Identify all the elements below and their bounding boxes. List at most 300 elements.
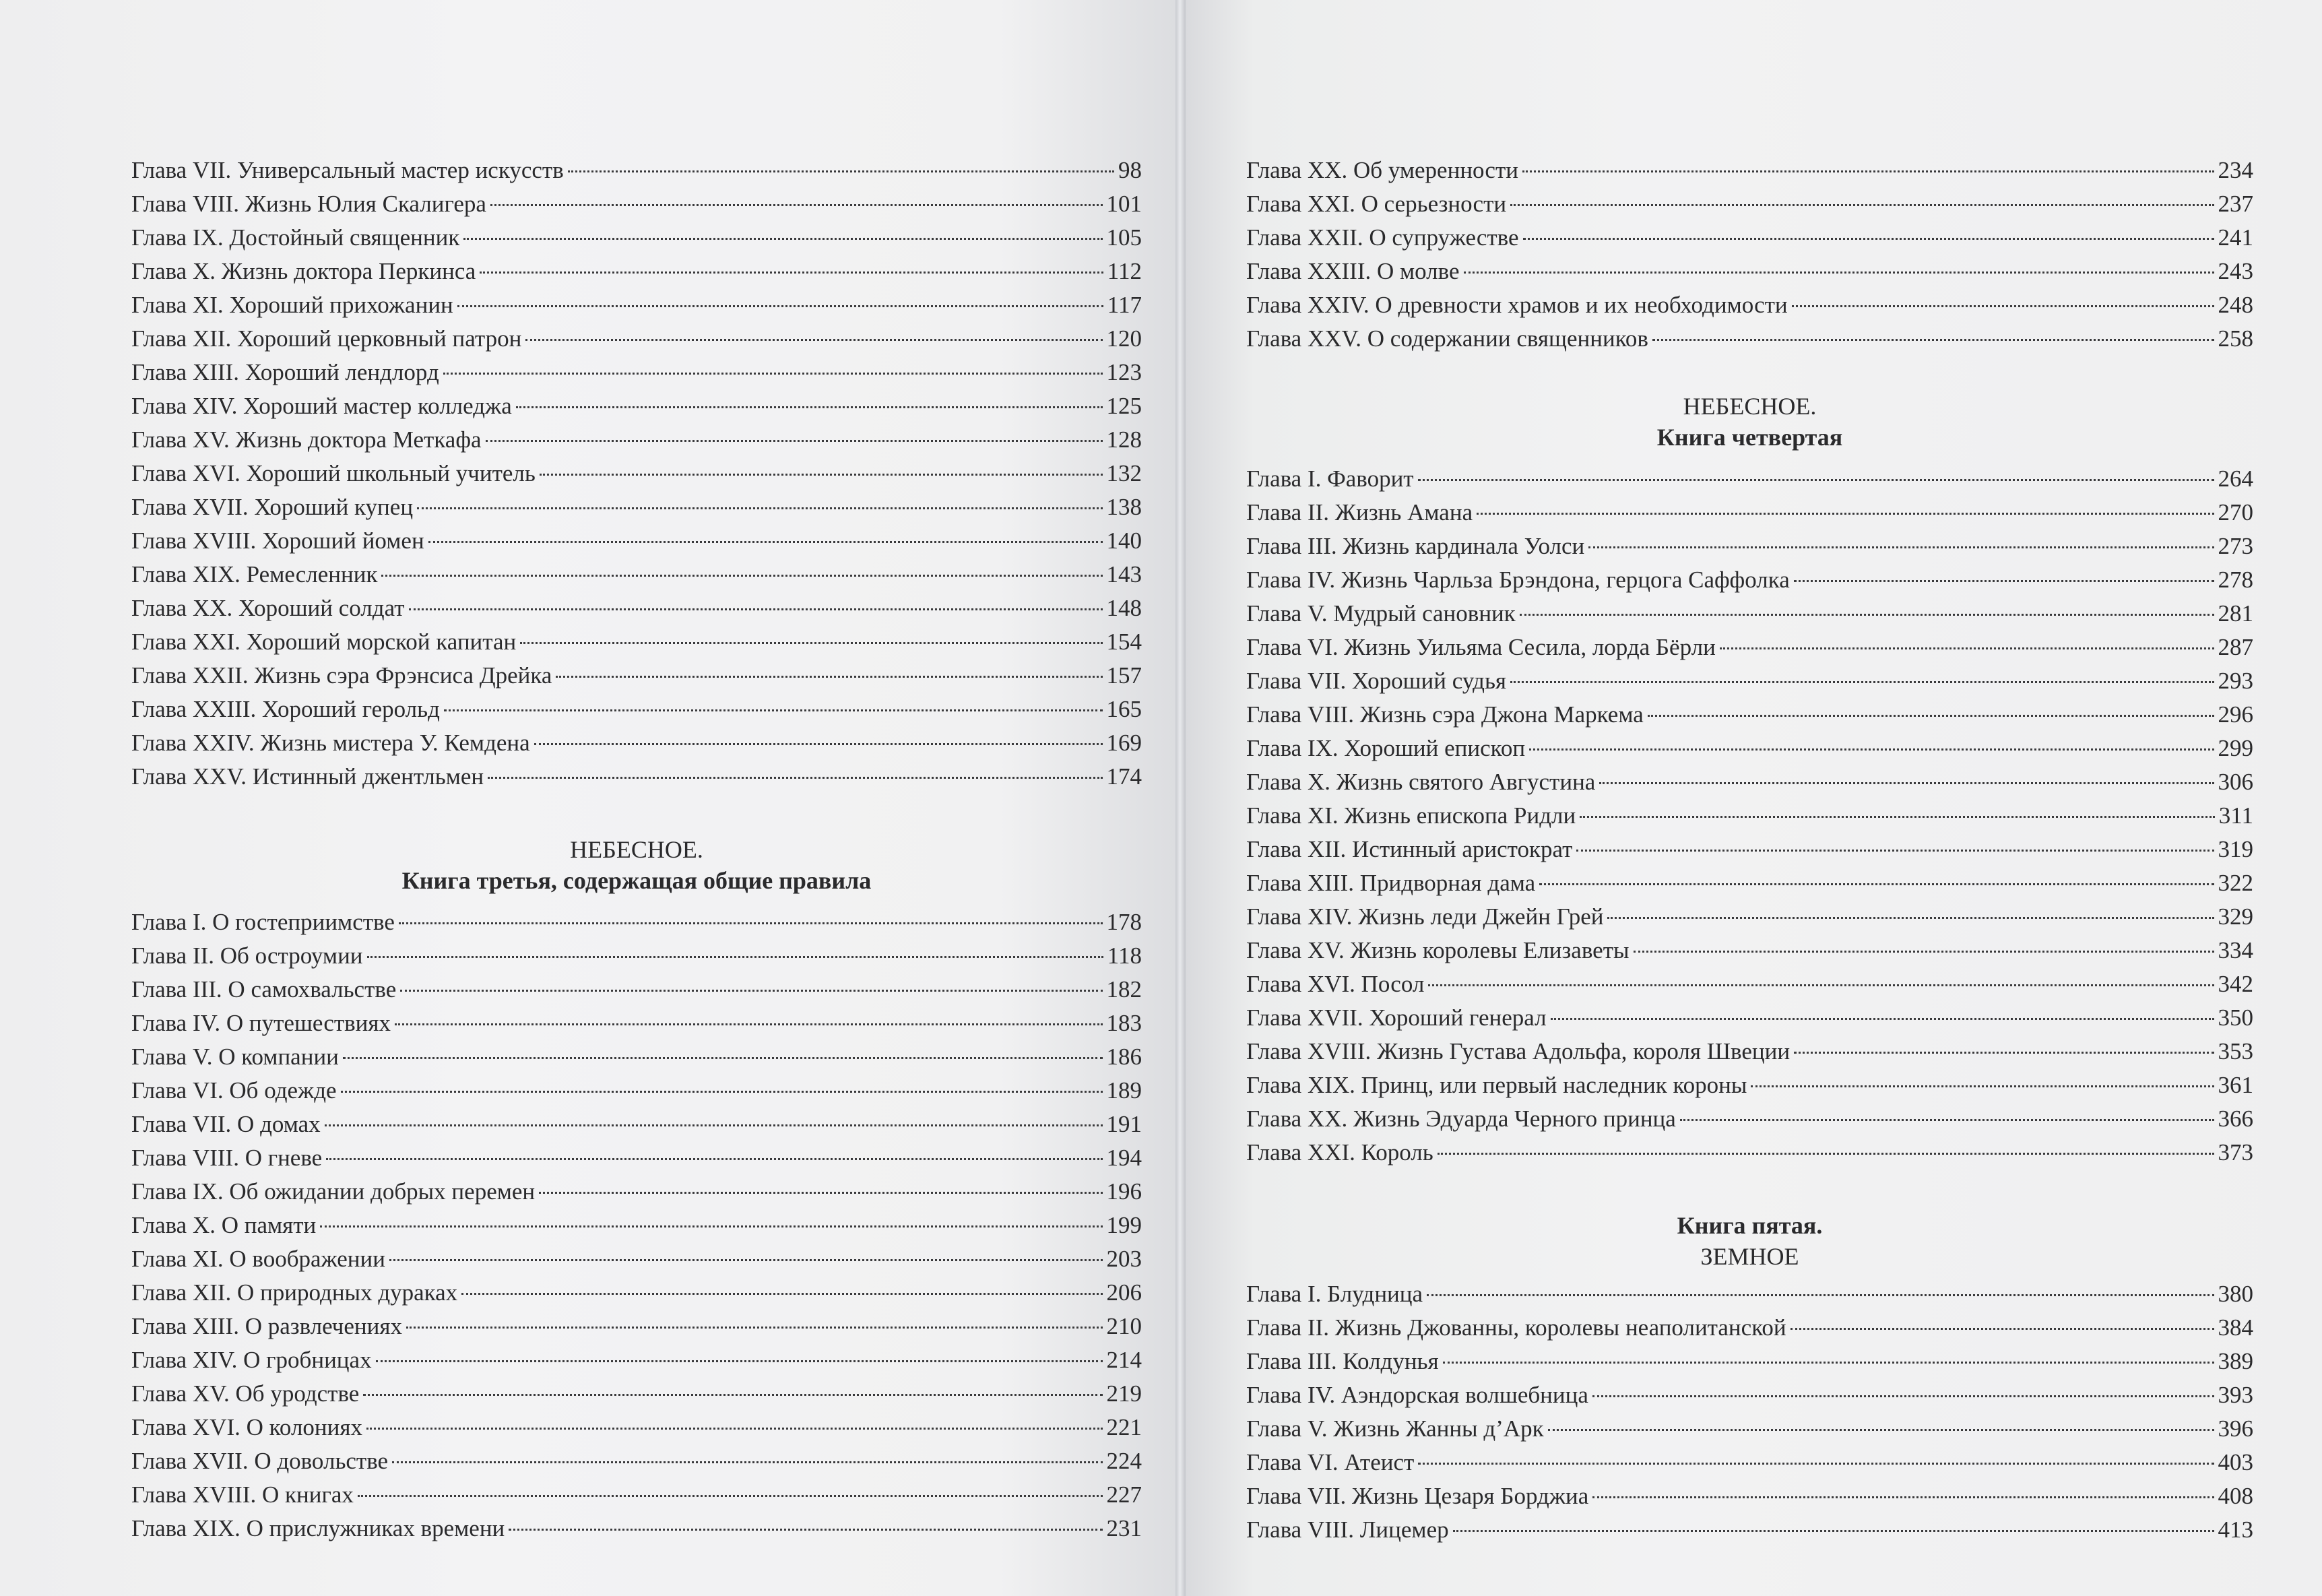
toc-leader-dots — [1592, 1374, 2214, 1398]
toc-leader-dots — [395, 1002, 1103, 1026]
toc-entry — [131, 558, 1142, 592]
toc-entry-page: 296 — [2218, 701, 2253, 728]
toc-entry-page: 224 — [1106, 1448, 1142, 1474]
toc-entry — [131, 1141, 1142, 1175]
toc-entry — [131, 154, 1142, 187]
toc-entry-page: 393 — [2218, 1382, 2253, 1408]
toc-leader-dots — [400, 969, 1102, 992]
toc-entry-page: 350 — [2218, 1004, 2253, 1031]
toc-entry-title: Глава XXV. О содержании священников — [1246, 325, 1648, 352]
toc-entry-title: Глава VII. О домах — [131, 1111, 321, 1137]
toc-entry — [131, 760, 1142, 794]
left-toc — [131, 154, 1142, 1545]
toc-entry-title: Глава VIII. Жизнь сэра Джона Маркема — [1246, 701, 1644, 728]
toc-leader-dots — [443, 352, 1103, 375]
toc-leader-dots — [1792, 284, 2214, 308]
toc-entry-page: 143 — [1106, 561, 1142, 587]
toc-entry — [131, 221, 1142, 255]
toc-entry — [1246, 221, 2253, 255]
toc-entry-title: Глава XVIII. О книгах — [131, 1481, 354, 1508]
left-entries-a — [131, 154, 1142, 794]
toc-entry — [131, 423, 1142, 457]
toc-entry-title: Глава I. Фаворит — [1246, 466, 1414, 492]
toc-leader-dots — [1720, 627, 2214, 650]
toc-entry-title: Глава XIII. О развлечениях — [131, 1313, 402, 1339]
toc-entry — [1246, 1136, 2253, 1170]
toc-leader-dots — [486, 419, 1103, 443]
toc-entry-title: Глава XI. О воображении — [131, 1246, 385, 1272]
toc-entry-page: 214 — [1106, 1347, 1142, 1373]
toc-leader-dots — [525, 318, 1102, 342]
toc-entry-title: Глава XI. Жизнь епископа Ридли — [1246, 802, 1576, 829]
toc-entry-title: Глава IX. Достойный священник — [131, 224, 460, 251]
toc-entry — [1246, 1345, 2253, 1378]
toc-entry-page: 361 — [2218, 1072, 2253, 1098]
toc-entry — [1246, 1035, 2253, 1068]
toc-entry-page: 189 — [1106, 1077, 1142, 1104]
toc-entry-title: Глава XII. О природных дураках — [131, 1279, 458, 1306]
toc-leader-dots — [343, 1036, 1103, 1060]
toc-entry-page: 237 — [2218, 191, 2253, 217]
toc-entry-title: Глава XXII. О супружестве — [1246, 224, 1519, 251]
toc-leader-dots — [326, 1137, 1102, 1161]
toc-leader-dots — [1453, 1509, 2214, 1533]
toc-entry-title: Глава V. О компании — [131, 1044, 339, 1070]
toc-entry-title: Глава VII. Жизнь Цезаря Борджиа — [1246, 1483, 1589, 1509]
toc-entry-title: Глава I. Блудница — [1246, 1281, 1423, 1307]
toc-entry-title: Глава XVII. О довольстве — [131, 1448, 389, 1474]
toc-entry-page: 243 — [2218, 258, 2253, 284]
toc-entry — [1246, 732, 2253, 765]
toc-entry — [131, 973, 1142, 1007]
toc-leader-dots — [509, 1508, 1102, 1531]
toc-entry-title: Глава XV. Об уродстве — [131, 1380, 360, 1407]
toc-entry — [131, 255, 1142, 288]
toc-entry — [131, 1310, 1142, 1343]
toc-leader-dots — [539, 1171, 1102, 1194]
toc-entry — [1246, 1513, 2253, 1547]
toc-leader-dots — [540, 453, 1103, 476]
toc-leader-dots — [1477, 492, 2214, 515]
book-title: Книга пятая. — [1677, 1212, 1823, 1239]
toc-leader-dots — [1680, 1098, 2214, 1122]
toc-entry-title: Глава XXII. Жизнь сэра Фрэнсиса Дрейка — [131, 662, 552, 689]
toc-entry — [131, 1276, 1142, 1310]
toc-leader-dots — [1634, 930, 2214, 953]
toc-entry-title: Глава XV. Жизнь доктора Меткафа — [131, 426, 482, 453]
toc-entry — [1246, 187, 2253, 221]
toc-entry-page: 248 — [2218, 292, 2253, 318]
toc-entry-page: 334 — [2218, 937, 2253, 963]
toc-entry-title: Глава VI. Об одежде — [131, 1077, 337, 1104]
toc-entry-page: 194 — [1106, 1145, 1142, 1171]
toc-entry — [131, 1377, 1142, 1411]
toc-entry-title: Глава XII. Истинный аристократ — [1246, 836, 1573, 862]
toc-leader-dots — [1510, 183, 2214, 207]
toc-entry-page: 98 — [1118, 157, 1142, 183]
toc-entry-title: Глава XVI. Посол — [1246, 971, 1425, 997]
toc-entry-page: 293 — [2218, 668, 2253, 694]
toc-leader-dots — [1751, 1064, 2214, 1088]
toc-entry-page: 203 — [1106, 1246, 1142, 1272]
toc-entry — [131, 1074, 1142, 1108]
toc-entry-title: Глава XVIII. Жизнь Густава Адольфа, короля Швеции — [1246, 1038, 1791, 1064]
toc-entry-page: 199 — [1106, 1212, 1142, 1238]
toc-leader-dots — [480, 251, 1103, 274]
toc-entry-title: Глава XXIII. Хороший герольд — [131, 696, 440, 722]
toc-entry-title: Глава XIX. Принц, или первый наследник короны — [1246, 1072, 1747, 1098]
toc-entry-title: Глава II. Жизнь Амана — [1246, 499, 1473, 525]
toc-leader-dots — [341, 1070, 1103, 1093]
toc-entry — [1246, 799, 2253, 833]
toc-leader-dots — [381, 554, 1102, 577]
toc-entry-title: Глава IV. Аэндорская волшебница — [1246, 1382, 1588, 1408]
toc-entry-page: 148 — [1106, 595, 1142, 621]
toc-leader-dots — [490, 183, 1103, 207]
toc-leader-dots — [376, 1339, 1103, 1363]
toc-entry-title: Глава III. Жизнь кардинала Уолси — [1246, 533, 1585, 559]
toc-entry-title: Глава XIV. Хороший мастер колледжа — [131, 393, 512, 419]
toc-leader-dots — [392, 1440, 1102, 1464]
section-heading: НЕБЕСНОЕ. — [570, 836, 703, 863]
right-entries-c — [1246, 1277, 2253, 1547]
toc-entry-title: Глава II. Жизнь Джованны, королевы неаполитанской — [1246, 1314, 1786, 1341]
toc-entry — [131, 1478, 1142, 1512]
toc-entry-title: Глава XV. Жизнь королевы Елизаветы — [1246, 937, 1630, 963]
toc-entry-title: Глава V. Мудрый сановник — [1246, 600, 1516, 627]
toc-entry — [131, 1108, 1142, 1141]
toc-entry — [131, 726, 1142, 760]
toc-entry-title: Глава XXI. Хороший морской капитан — [131, 629, 517, 655]
toc-entry-title: Глава I. О гостеприимстве — [131, 909, 395, 935]
toc-entry-page: 241 — [2218, 224, 2253, 251]
toc-entry — [1246, 1311, 2253, 1345]
toc-leader-dots — [463, 217, 1102, 241]
toc-entry-page: 182 — [1106, 976, 1142, 1002]
toc-leader-dots — [1791, 1307, 2214, 1331]
toc-leader-dots — [406, 1306, 1103, 1329]
toc-entry-page: 112 — [1107, 258, 1142, 284]
toc-entry-page: 120 — [1106, 325, 1142, 352]
toc-entry-title: Глава XXI. О серьезности — [1246, 191, 1507, 217]
toc-entry-page: 329 — [2218, 903, 2253, 930]
toc-entry — [131, 288, 1142, 322]
toc-entry-title: Глава VII. Универсальный мастер искусств — [131, 157, 564, 183]
book-title: Книга четвертая — [1656, 424, 1843, 451]
toc-entry — [1246, 765, 2253, 799]
toc-leader-dots — [1427, 1273, 2214, 1297]
toc-leader-dots — [488, 756, 1102, 779]
toc-entry-page: 258 — [2218, 325, 2253, 352]
toc-entry — [1246, 288, 2253, 322]
toc-leader-dots — [457, 284, 1103, 308]
toc-entry-title: Глава XX. Об умеренности — [1246, 157, 1518, 183]
toc-entry — [131, 939, 1142, 973]
toc-entry — [131, 1444, 1142, 1478]
toc-leader-dots — [1438, 1132, 2214, 1155]
toc-entry-title: Глава III. О самохвальстве — [131, 976, 397, 1002]
toc-entry — [1246, 154, 2253, 187]
toc-entry-page: 384 — [2218, 1314, 2253, 1341]
toc-leader-dots — [1551, 997, 2214, 1021]
toc-entry-title: Глава III. Колдунья — [1246, 1348, 1439, 1374]
toc-entry-page: 278 — [2218, 567, 2253, 593]
toc-entry-title: Глава X. Жизнь доктора Перкинса — [131, 258, 476, 284]
toc-entry-page: 413 — [2218, 1517, 2253, 1543]
toc-entry — [1246, 1102, 2253, 1136]
toc-entry-page: 270 — [2218, 499, 2253, 525]
left-entries-b — [131, 905, 1142, 1545]
toc-entry — [131, 356, 1142, 389]
toc-entry — [1246, 563, 2253, 597]
toc-entry-page: 287 — [2218, 634, 2253, 660]
toc-entry-page: 117 — [1107, 292, 1142, 318]
toc-entry-page: 311 — [2218, 802, 2253, 829]
toc-entry — [131, 659, 1142, 693]
toc-entry-title: Глава VIII. Жизнь Юлия Скалигера — [131, 191, 486, 217]
toc-entry-title: Глава XX. Жизнь Эдуарда Черного принца — [1246, 1106, 1676, 1132]
toc-entry-title: Глава XVII. Хороший купец — [131, 494, 414, 520]
toc-entry — [1246, 934, 2253, 967]
toc-entry-page: 373 — [2218, 1139, 2253, 1166]
section-heading: ЗЕМНОЕ — [1700, 1243, 1799, 1270]
toc-entry-page: 196 — [1106, 1178, 1142, 1205]
toc-leader-dots — [1607, 896, 2214, 920]
toc-entry-title: Глава IV. Жизнь Чарльза Брэндона, герцога Саффолка — [1246, 567, 1790, 593]
toc-leader-dots — [320, 1205, 1102, 1228]
toc-entry — [1246, 1277, 2253, 1311]
toc-entry — [131, 625, 1142, 659]
toc-entry-title: Глава II. Об остроумии — [131, 943, 363, 969]
toc-entry-page: 178 — [1106, 909, 1142, 935]
right-page — [1186, 0, 2322, 1596]
toc-entry-page: 234 — [2218, 157, 2253, 183]
toc-entry-page: 231 — [1106, 1515, 1142, 1541]
toc-entry-page: 169 — [1106, 730, 1142, 756]
toc-leader-dots — [399, 901, 1103, 925]
right-toc — [1246, 154, 2253, 1547]
toc-entry-page: 118 — [1107, 943, 1142, 969]
toc-leader-dots — [568, 150, 1114, 173]
toc-entry — [1246, 462, 2253, 496]
toc-leader-dots — [1648, 694, 2214, 717]
toc-leader-dots — [358, 1474, 1103, 1498]
toc-leader-dots — [556, 655, 1102, 678]
toc-leader-dots — [367, 935, 1103, 959]
toc-entry-page: 264 — [2218, 466, 2253, 492]
toc-leader-dots — [428, 520, 1103, 544]
toc-entry — [1246, 1068, 2253, 1102]
toc-entry-title: Глава XXV. Истинный джентльмен — [131, 763, 484, 790]
toc-entry — [131, 187, 1142, 221]
toc-leader-dots — [1443, 1341, 2214, 1364]
toc-leader-dots — [1794, 1031, 2214, 1054]
toc-entry — [1246, 1378, 2253, 1412]
toc-entry-title: Глава XXIII. О молве — [1246, 258, 1460, 284]
toc-leader-dots — [366, 1407, 1103, 1430]
toc-entry — [131, 1209, 1142, 1242]
toc-entry-title: Глава VI. Атеист — [1246, 1449, 1415, 1475]
toc-leader-dots — [389, 1238, 1103, 1262]
toc-entry-title: Глава IX. Об ожидании добрых перемен — [131, 1178, 536, 1205]
toc-entry-page: 219 — [1106, 1380, 1142, 1407]
toc-entry-page: 123 — [1106, 359, 1142, 385]
toc-entry-page: 342 — [2218, 971, 2253, 997]
toc-entry-title: Глава XXIV. О древности храмов и их необходимости — [1246, 292, 1788, 318]
toc-entry — [1246, 698, 2253, 732]
toc-entry-title: Глава X. Жизнь святого Августина — [1246, 769, 1596, 795]
toc-entry-title: Глава XIV. Жизнь леди Джейн Грей — [1246, 903, 1604, 930]
toc-entry-title: Глава XI. Хороший прихожанин — [131, 292, 453, 318]
toc-entry-title: Глава VIII. Лицемер — [1246, 1517, 1449, 1543]
toc-leader-dots — [1418, 458, 2214, 482]
toc-leader-dots — [1580, 795, 2215, 819]
toc-entry-title: Глава X. О памяти — [131, 1212, 317, 1238]
toc-entry — [1246, 866, 2253, 900]
toc-entry-page: 183 — [1106, 1010, 1142, 1036]
toc-entry-page: 191 — [1106, 1111, 1142, 1137]
toc-entry-title: Глава V. Жизнь Жанны д’Арк — [1246, 1415, 1544, 1442]
toc-entry-page: 140 — [1106, 528, 1142, 554]
toc-leader-dots — [1588, 525, 2214, 549]
toc-entry-page: 408 — [2218, 1483, 2253, 1509]
toc-entry — [1246, 664, 2253, 698]
toc-entry-page: 206 — [1106, 1279, 1142, 1306]
toc-entry-title: Глава XIII. Хороший лендлорд — [131, 359, 439, 385]
toc-entry-title: Глава XVII. Хороший генерал — [1246, 1004, 1547, 1031]
toc-entry-page: 396 — [2218, 1415, 2253, 1442]
toc-entry — [1246, 1001, 2253, 1035]
toc-leader-dots — [409, 587, 1103, 611]
toc-entry-title: Глава XIII. Придворная дама — [1246, 870, 1536, 896]
toc-entry-page: 157 — [1106, 662, 1142, 689]
toc-entry-page: 186 — [1106, 1044, 1142, 1070]
toc-entry-page: 403 — [2218, 1449, 2253, 1475]
toc-entry — [1246, 1446, 2253, 1479]
right-entries-a — [1246, 154, 2253, 356]
toc-entry — [1246, 631, 2253, 664]
toc-entry-title: Глава XVI. Хороший школьный учитель — [131, 460, 536, 486]
toc-entry-title: Глава XIX. Ремесленник — [131, 561, 378, 587]
toc-entry — [131, 905, 1142, 939]
toc-leader-dots — [1794, 559, 2214, 583]
toc-leader-dots — [1418, 1442, 2214, 1465]
toc-entry-title: Глава XXI. Король — [1246, 1139, 1433, 1166]
toc-entry-page: 227 — [1106, 1481, 1142, 1508]
toc-entry — [1246, 1412, 2253, 1446]
toc-entry — [131, 693, 1142, 726]
toc-leader-dots — [1522, 150, 2214, 173]
toc-leader-dots — [1592, 1475, 2214, 1499]
toc-leader-dots — [363, 1373, 1102, 1397]
toc-entry-title: Глава XII. Хороший церковный патрон — [131, 325, 522, 352]
toc-leader-dots — [325, 1104, 1103, 1127]
toc-entry — [131, 322, 1142, 356]
toc-leader-dots — [1599, 761, 2214, 785]
toc-leader-dots — [417, 486, 1102, 510]
toc-entry-page: 128 — [1106, 426, 1142, 453]
toc-entry-page: 101 — [1106, 191, 1142, 217]
toc-entry — [131, 1040, 1142, 1074]
toc-leader-dots — [534, 722, 1103, 746]
toc-entry — [1246, 1479, 2253, 1513]
toc-entry — [1246, 597, 2253, 631]
toc-entry-page: 125 — [1106, 393, 1142, 419]
toc-entry-title: Глава VIII. О гневе — [131, 1145, 323, 1171]
section-heading: НЕБЕСНОЕ. — [1683, 393, 1817, 420]
toc-entry — [1246, 322, 2253, 356]
toc-entry-title: Глава VII. Хороший судья — [1246, 668, 1507, 694]
toc-entry-page: 299 — [2218, 735, 2253, 761]
toc-leader-dots — [1548, 1408, 2214, 1432]
toc-entry-page: 281 — [2218, 600, 2253, 627]
toc-entry-page: 319 — [2218, 836, 2253, 862]
toc-entry — [1246, 496, 2253, 530]
toc-entry — [1246, 255, 2253, 288]
right-entries-b — [1246, 462, 2253, 1170]
toc-leader-dots — [1523, 217, 2214, 241]
toc-entry-page: 210 — [1106, 1313, 1142, 1339]
toc-entry-title: Глава XIV. О гробницах — [131, 1347, 372, 1373]
toc-entry — [1246, 900, 2253, 934]
toc-leader-dots — [1652, 318, 2214, 342]
toc-leader-dots — [1510, 660, 2214, 684]
toc-entry-page: 380 — [2218, 1281, 2253, 1307]
toc-entry-page: 322 — [2218, 870, 2253, 896]
toc-leader-dots — [520, 621, 1102, 645]
toc-entry — [1246, 833, 2253, 866]
toc-entry-title: Глава IX. Хороший епископ — [1246, 735, 1526, 761]
toc-entry-page: 221 — [1106, 1414, 1142, 1440]
toc-entry — [131, 524, 1142, 558]
toc-entry-title: Глава XXIV. Жизнь мистера У. Кемдена — [131, 730, 530, 756]
toc-entry-title: Глава XX. Хороший солдат — [131, 595, 405, 621]
toc-leader-dots — [516, 385, 1103, 409]
toc-entry-page: 165 — [1106, 696, 1142, 722]
toc-leader-dots — [1520, 593, 2214, 616]
toc-entry-page: 389 — [2218, 1348, 2253, 1374]
toc-entry — [131, 1512, 1142, 1545]
toc-entry — [1246, 530, 2253, 563]
toc-entry — [131, 1175, 1142, 1209]
toc-entry-title: Глава VI. Жизнь Уильяма Сесила, лорда Бёрли — [1246, 634, 1716, 660]
toc-entry — [131, 592, 1142, 625]
toc-entry — [131, 1411, 1142, 1444]
toc-leader-dots — [1539, 862, 2214, 886]
toc-entry-page: 138 — [1106, 494, 1142, 520]
toc-entry-page: 132 — [1106, 460, 1142, 486]
toc-entry-page: 174 — [1106, 763, 1142, 790]
book-title: Книга третья, содержащая общие правила — [401, 867, 872, 894]
toc-entry-title: Глава XIX. О прислужниках времени — [131, 1515, 505, 1541]
toc-entry-page: 105 — [1106, 224, 1142, 251]
toc-entry — [131, 1007, 1142, 1040]
toc-entry-page: 353 — [2218, 1038, 2253, 1064]
toc-entry-page: 366 — [2218, 1106, 2253, 1132]
toc-leader-dots — [461, 1272, 1102, 1296]
toc-entry-title: Глава IV. О путешествиях — [131, 1010, 391, 1036]
toc-entry-title: Глава XVIII. Хороший йомен — [131, 528, 424, 554]
toc-entry — [1246, 967, 2253, 1001]
toc-entry-title: Глава XVI. О колониях — [131, 1414, 362, 1440]
toc-entry — [131, 389, 1142, 423]
toc-entry — [131, 490, 1142, 524]
toc-leader-dots — [1464, 251, 2214, 274]
toc-entry-page: 154 — [1106, 629, 1142, 655]
book-gutter — [1175, 0, 1186, 1596]
toc-entry-page: 273 — [2218, 533, 2253, 559]
toc-leader-dots — [1428, 963, 2214, 987]
